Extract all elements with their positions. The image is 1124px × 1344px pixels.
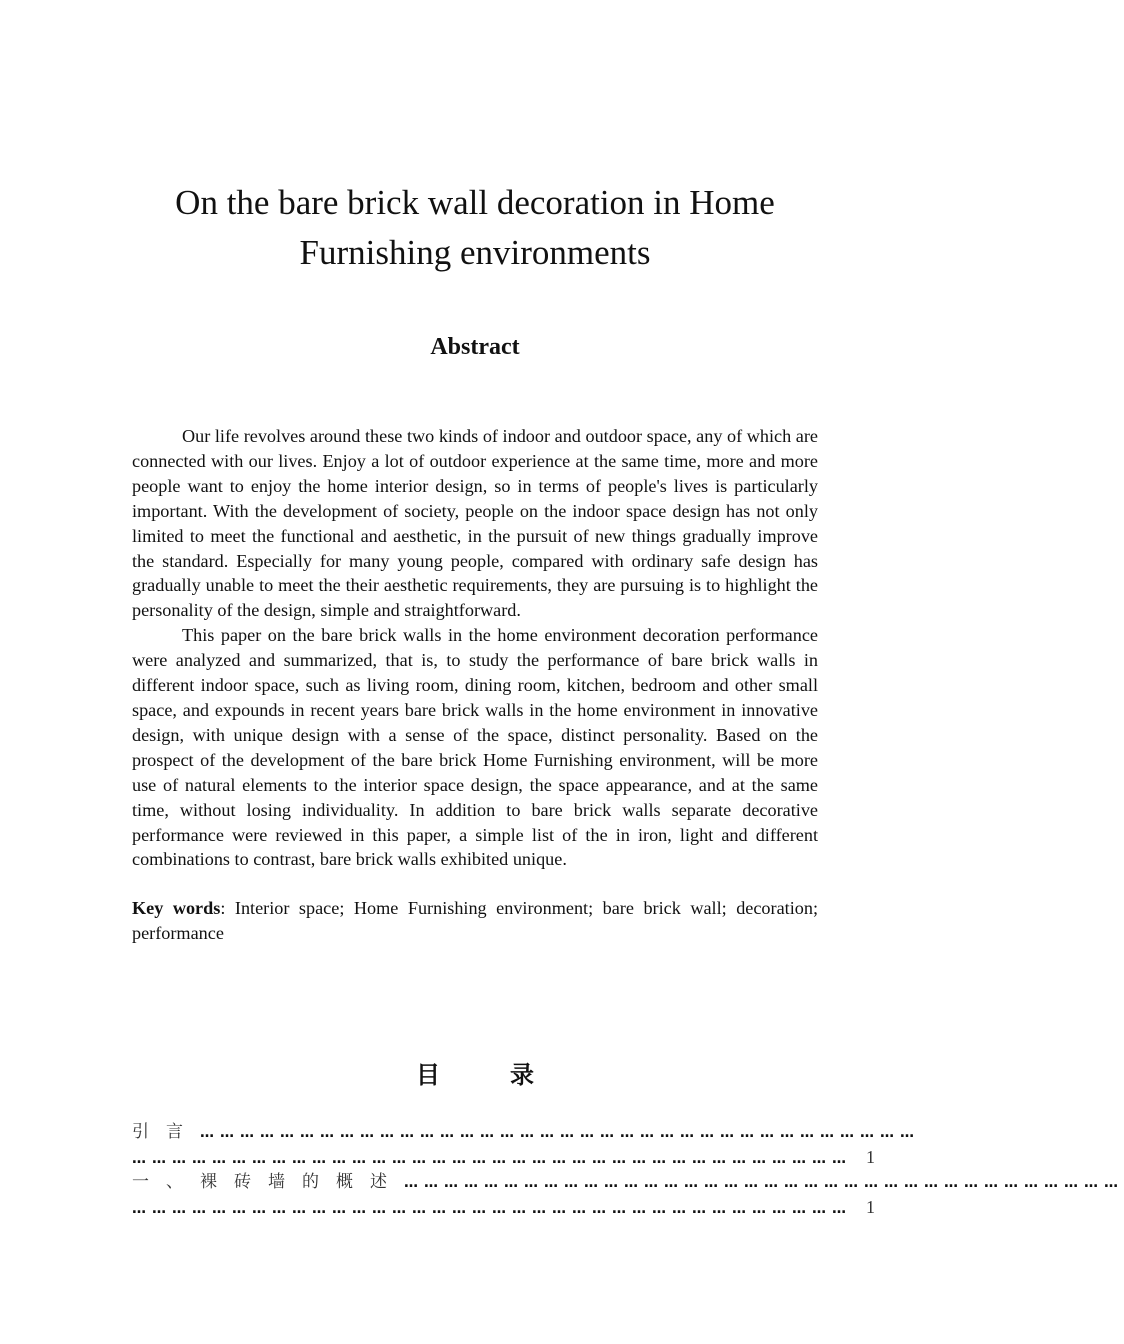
abstract-paragraph-2: This paper on the bare brick walls in the home environment decoration performance were analyzed and summarized, that is, to study the performance of bare brick walls in different indoor space, such as living room, dining room, kitchen, bedroom and other small space, and expounds in recent years bare brick walls in the home environment in innovative design, with unique design with a sense of the space, distinct personality. Based on the prospect of the development of the bare brick Home Furnishing environment, will be more use of natural elements to the interior space design, the space appearance, and at the same time, without losing individuality. In addition to bare brick walls separate decorative performance were reviewed in this paper, a simple list of the in iron, light and different combinations to contrast, bare brick walls exhibited unique. — [132, 625, 818, 870]
toc-entry-introduction[interactable] — [132, 1120, 920, 1170]
toc-page-number: 1 — [866, 1197, 875, 1217]
toc-entry-chapter-1[interactable] — [132, 1170, 1124, 1220]
toc-entry-label: 引言 — [132, 1122, 200, 1142]
toc-leader-dots: ……………………………………………………………………………………………… — [132, 1201, 852, 1217]
toc-leader-dots: ……………………………………………………………………………………………… — [132, 1151, 852, 1167]
document-title: On the bare brick wall decoration in Home Furnishing environments — [175, 183, 775, 272]
keywords-text: : Interior space; Home Furnishing environment; bare brick wall; decoration; performance — [132, 898, 819, 943]
keywords-label: Key words — [132, 898, 221, 918]
keywords-line — [132, 896, 818, 946]
toc-heading: 目录 — [416, 1061, 604, 1089]
abstract-paragraph-1: Our life revolves around these two kinds of indoor and outdoor space, any of which are connected with our lives. Enjoy a lot of outdoor experience at the same time, more and more people want to enjoy the home interior design, so in terms of people's lives is particularly important. With the development of society, people on the indoor space design has not only limited to meet the functional and aesthetic, in the pursuit of new things gradually improve the standard. Especially for many young people, compared with ordinary safe design has gradually unable to meet the their aesthetic requirements, they are pursuing is to highlight the personality of the design, simple and straightforward. — [132, 426, 818, 621]
abstract-heading: Abstract — [430, 334, 520, 360]
abstract-body — [132, 424, 818, 872]
toc-page-number: 1 — [866, 1147, 875, 1167]
toc-leader-dots: ……………………………………………………………………………………………… — [200, 1125, 920, 1141]
toc-entry-label: 一、裸砖墙的概述 — [132, 1172, 404, 1192]
toc-leader-dots: ……………………………………………………………………………………………… — [404, 1175, 1124, 1191]
